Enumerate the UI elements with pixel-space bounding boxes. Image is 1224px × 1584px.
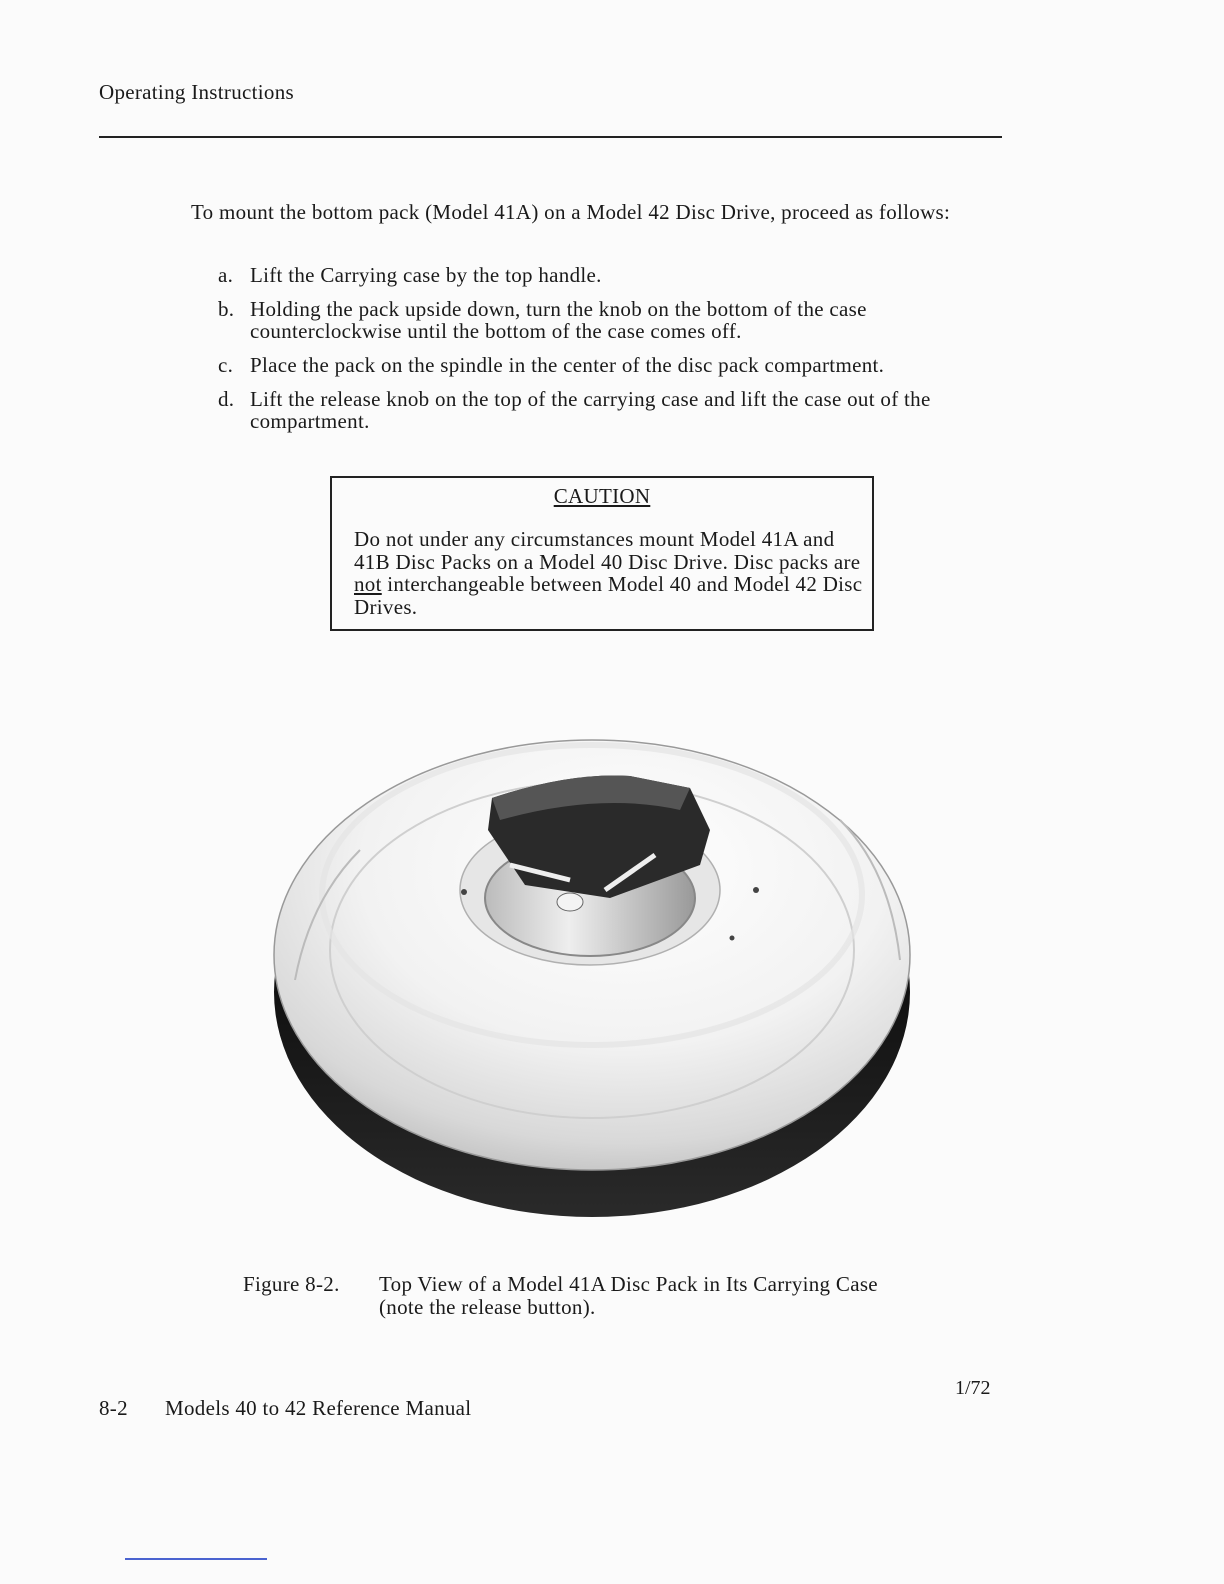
caution-box bbox=[330, 476, 874, 631]
step-letter: b. bbox=[218, 297, 235, 321]
page-footer bbox=[99, 1396, 471, 1421]
caution-title bbox=[332, 484, 872, 509]
header-rule bbox=[99, 136, 1002, 138]
caption-text bbox=[379, 1273, 878, 1319]
step-c bbox=[218, 354, 1008, 376]
step-letter: c. bbox=[218, 353, 234, 377]
intro-paragraph: To mount the bottom pack (Model 41A) on a Model 42 Disc Drive, proceed as follows: bbox=[191, 200, 951, 224]
step-text: Lift the Carrying case by the top handle. bbox=[250, 263, 602, 287]
procedure-steps bbox=[218, 264, 1008, 444]
scan-edge-mark bbox=[125, 1558, 267, 1560]
step-text: Place the pack on the spindle in the center of the disc pack compartment. bbox=[250, 353, 885, 377]
step-d bbox=[218, 388, 1008, 432]
step-letter: a. bbox=[218, 263, 234, 287]
manual-title: Models 40 to 42 Reference Manual bbox=[165, 1396, 472, 1420]
caution-title-text: CAUTION bbox=[553, 484, 651, 508]
step-a bbox=[218, 264, 1008, 286]
caption-line-2: (note the release button). bbox=[379, 1295, 596, 1319]
page-number: 8-2 bbox=[99, 1396, 128, 1420]
disc-pack-photo bbox=[270, 680, 920, 1225]
figure-caption bbox=[243, 1273, 878, 1319]
caution-text bbox=[354, 528, 864, 618]
caption-line-1: Top View of a Model 41A Disc Pack in Its Carrying Case bbox=[379, 1272, 878, 1296]
step-b bbox=[218, 298, 1008, 342]
revision-date: 1/72 bbox=[955, 1377, 991, 1399]
caution-text-after: interchangeable between Model 40 and Model 42 Disc Drives. bbox=[354, 572, 863, 619]
running-head: Operating Instructions bbox=[99, 80, 294, 104]
step-text: Holding the pack upside down, turn the knob on the bottom of the case counterclockwise until the bottom of the case comes off. bbox=[250, 297, 867, 343]
figure-label: Figure 8-2. bbox=[243, 1272, 340, 1296]
step-letter: d. bbox=[218, 387, 235, 411]
step-text: Lift the release knob on the top of the carrying case and lift the case out of the compartment. bbox=[250, 387, 931, 433]
caution-text-before: Do not under any circumstances mount Model 41A and 41B Disc Packs on a Model 40 Disc Drive. Disc packs are bbox=[354, 527, 861, 574]
release-button bbox=[557, 893, 583, 911]
caution-emphasis: not bbox=[354, 572, 382, 596]
